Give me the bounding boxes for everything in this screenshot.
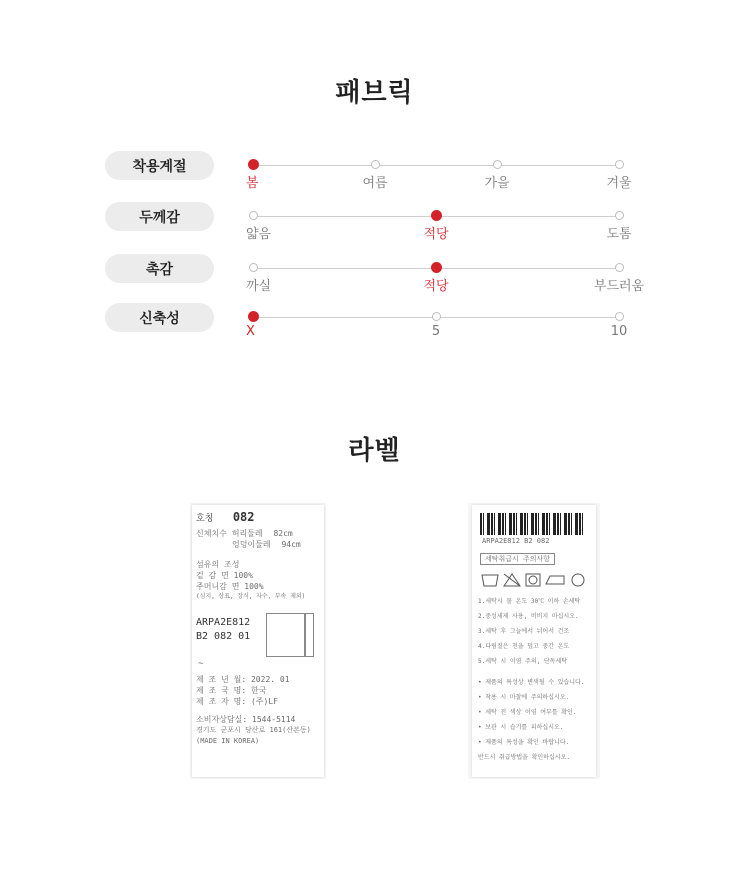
- scale-dot-selected: [431, 210, 442, 221]
- care-line: 반드시 취급방법을 확인하십시오.: [478, 754, 570, 761]
- fabric-outer: 겉 감 면 100%: [196, 571, 253, 580]
- manufacture-date: 제 조 년 월: 2022. 01: [196, 675, 290, 684]
- care-line: 2.중성세제 사용, 비비지 마십시오.: [478, 613, 579, 620]
- waist-value: 82cm: [273, 529, 293, 538]
- care-line: • 세탁 전 색상 이염 여부를 확인.: [478, 709, 577, 716]
- fabric-row: [0, 303, 749, 343]
- scale-dot: [615, 211, 624, 220]
- customer-service: 소비자상담실: 1544-5114: [196, 715, 296, 724]
- scale-track: [253, 165, 619, 166]
- fabric-section-title: 패브릭: [335, 78, 414, 108]
- manufacturer: 제 조 자 명: (주)LF: [196, 697, 278, 706]
- care-line: 5.세탁 시 이염 주의, 단독세탁: [478, 658, 568, 665]
- scale-dot: [615, 263, 624, 272]
- scale-dot-selected: [248, 311, 259, 322]
- size-value: 082: [232, 510, 255, 524]
- scale-dot-selected: [248, 159, 259, 170]
- waist-label: 신체치수 허리둘레: [196, 529, 263, 538]
- hip-label: 엉덩이둘레: [232, 540, 271, 549]
- scale-dot: [432, 312, 441, 321]
- fabric-row: [0, 202, 749, 242]
- fabric-exclusion: (심지, 상표, 장식, 자수, 부속 제외): [196, 593, 306, 600]
- product-code: ARPA2E812: [196, 617, 251, 628]
- fabric-row-label: 착용계절: [105, 151, 214, 180]
- scale-dot: [493, 160, 502, 169]
- scale-option-label: 10: [610, 324, 628, 339]
- scale-dot: [615, 160, 624, 169]
- size-label: 호칭: [196, 514, 214, 524]
- scale-option-label: 5: [431, 324, 441, 339]
- scale-option-label: 적당: [423, 279, 449, 294]
- fabric-row-label: 신축성: [105, 303, 214, 332]
- barcode: [480, 513, 584, 535]
- scale-option-label: 적당: [423, 227, 449, 242]
- inspection-stamp-box: [266, 613, 314, 657]
- scale-option-label: 얇음: [246, 227, 272, 242]
- care-line: 3.세탁 후 그늘에서 뉘어서 건조: [478, 628, 570, 635]
- scale-option-label: X: [246, 324, 255, 339]
- fabric-composition-head: 섬유의 조성: [196, 560, 240, 569]
- scale-dot: [615, 312, 624, 321]
- care-line: 4.다림질은 천을 덮고 중간 온도: [478, 643, 570, 650]
- scale-dot: [249, 263, 258, 272]
- scale-option-label: 부드러움: [593, 279, 645, 294]
- hip-value: 94cm: [281, 540, 301, 549]
- care-symbols: [480, 571, 588, 589]
- care-line: • 제품의 특성상 변색될 수 있습니다.: [478, 679, 585, 686]
- scale-option-label: 여름: [362, 176, 388, 191]
- scale-dot: [371, 160, 380, 169]
- back-product-code: ARPA2E812 B2 082: [482, 537, 550, 545]
- fabric-row: [0, 151, 749, 191]
- fabric-row-label: 촉감: [105, 254, 214, 283]
- fabric-pocket: 주머니감 면 100%: [196, 582, 264, 591]
- scale-option-label: 겨울: [606, 176, 632, 191]
- care-line: 1.세탁시 물 온도 30℃ 이하 손세탁: [478, 598, 581, 605]
- address: 경기도 군포시 당산로 161(산본동): [196, 726, 311, 734]
- made-in: (MADE IN KOREA): [196, 737, 260, 745]
- care-line: • 착용 시 마찰에 주의하십시오.: [478, 694, 570, 701]
- fabric-row-label: 두께감: [105, 202, 214, 231]
- scale-option-label: 가을: [484, 176, 510, 191]
- scale-option-label: 도톰: [606, 227, 632, 242]
- care-heading: 세탁취급시 주의사항: [480, 553, 555, 565]
- care-line: • 보관 시 습기를 피하십시오.: [478, 724, 564, 731]
- manufacture-country: 제 조 국 명: 한국: [196, 686, 267, 695]
- scale-dot: [249, 211, 258, 220]
- label-section-title: 라벨: [348, 436, 401, 466]
- scale-option-label: 봄: [246, 176, 259, 191]
- back-label-photo: [468, 503, 600, 779]
- care-line: • 제품의 특성을 확인 바랍니다.: [478, 739, 570, 746]
- scale-dot-selected: [431, 262, 442, 273]
- front-label-photo: 호칭 082 신체치수 허리둘레 82cm 엉덩이둘레 94cm 섬유의 조성 겉 감 면 100% 주머니감 면 100% (심지, 상표, 장식, 자수, 부속 제외) ARPA2E812 B2 082 01 ~ 제 조 년 월: 2022. 01 제 조 국 명: 한국 제 조 자 명: (주)LF 소비자상담실: 1544-5114 경기도 군포시 당산로 161(산본동) (MADE IN KOREA): [190, 503, 326, 779]
- product-subcode: B2 082 01: [196, 631, 251, 642]
- fabric-row: [0, 254, 749, 294]
- scale-option-label: 까실: [246, 279, 272, 294]
